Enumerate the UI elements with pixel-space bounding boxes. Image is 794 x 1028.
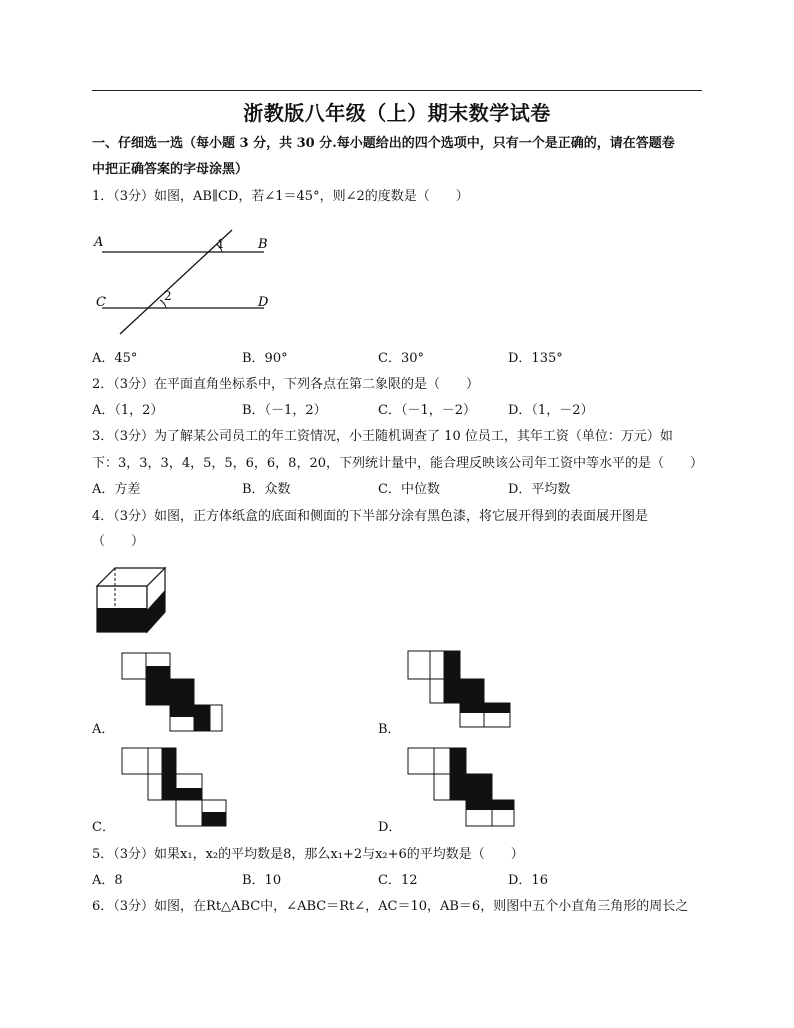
question-3-stem: 3．（3分）为了解某公司员工的年工资情况，小王随机调查了 10 位员工，其年工资（单位：万元）如 [92, 429, 673, 444]
q2-option-c: C．（－1，－2） [378, 403, 476, 418]
q1-parallel-lines-figure [92, 228, 282, 338]
question-5-stem: 5．（3分）如果x₁，x₂的平均数是8，那么x₁+2与x₂+6的平均数是（ ） [92, 847, 524, 862]
q1-option-c: C．30° [378, 351, 424, 366]
page-title: 浙教版八年级（上）期末数学试卷 [243, 101, 551, 125]
q5-option-a: A．8 [92, 873, 123, 888]
section-instructions: 一、仔细选一选（每小题 3 分，共 30 分.每小题给出的四个选项中，只有一个是正确的，请在答题卷 [92, 136, 675, 151]
q4-option-b: B． [378, 722, 401, 737]
q3-option-c: C．中位数 [378, 482, 440, 497]
label-angle-2: 2 [164, 289, 172, 303]
q2-option-b: B．（－1，2） [242, 403, 327, 418]
q4-net-option-b [406, 650, 516, 730]
q1-option-d: D．135° [508, 351, 563, 366]
q5-option-b: B．10 [242, 873, 282, 888]
q4-option-c: C． [92, 820, 115, 835]
header-rule [92, 90, 702, 91]
q5-option-d: D．16 [508, 873, 548, 888]
q3-option-b: B．众数 [242, 482, 291, 497]
q3-option-a: A．方差 [92, 482, 141, 497]
label-C: C [96, 295, 106, 310]
question-4-stem-cont: （ ） [92, 534, 145, 549]
q4-net-option-d [406, 746, 518, 828]
question-1-stem: 1．（3分）如图，AB∥CD，若∠1＝45°，则∠2的度数是（ ） [92, 189, 469, 204]
section-instructions-cont: 中把正确答案的字母涂黑） [92, 162, 249, 177]
q4-option-d: D． [378, 820, 402, 835]
label-D: D [258, 295, 269, 310]
q4-option-a: A． [92, 722, 115, 737]
q1-option-a: A．45° [92, 351, 138, 366]
q3-option-d: D．平均数 [508, 482, 571, 497]
label-A: A [94, 235, 104, 250]
q4-net-option-a [120, 652, 230, 732]
question-6-stem: 6．（3分）如图，在Rt△ABC中，∠ABC＝Rt∠，AC＝10，AB＝6，则图中五个小直角三角形的周长之 [92, 899, 689, 914]
label-angle-1: 1 [217, 237, 225, 251]
question-4-stem: 4．（3分）如图，正方体纸盒的底面和侧面的下半部分涂有黑色漆，将它展开得到的表面展开图是 [92, 509, 649, 524]
q2-option-a: A．（1，2） [92, 403, 164, 418]
label-B: B [258, 237, 268, 252]
question-3-stem-cont: 下：3，3，3，4，5，5，6，6，8，20，下列统计量中，能合理反映该公司年工资中等水平的是（ ） [92, 456, 703, 471]
question-2-stem: 2．（3分）在平面直角坐标系中，下列各点在第二象限的是（ ） [92, 377, 480, 392]
q4-net-option-c [120, 746, 230, 828]
q2-option-d: D．（1，－2） [508, 403, 594, 418]
q1-option-b: B．90° [242, 351, 288, 366]
q5-option-c: C．12 [378, 873, 418, 888]
q4-cube-figure [96, 560, 171, 635]
